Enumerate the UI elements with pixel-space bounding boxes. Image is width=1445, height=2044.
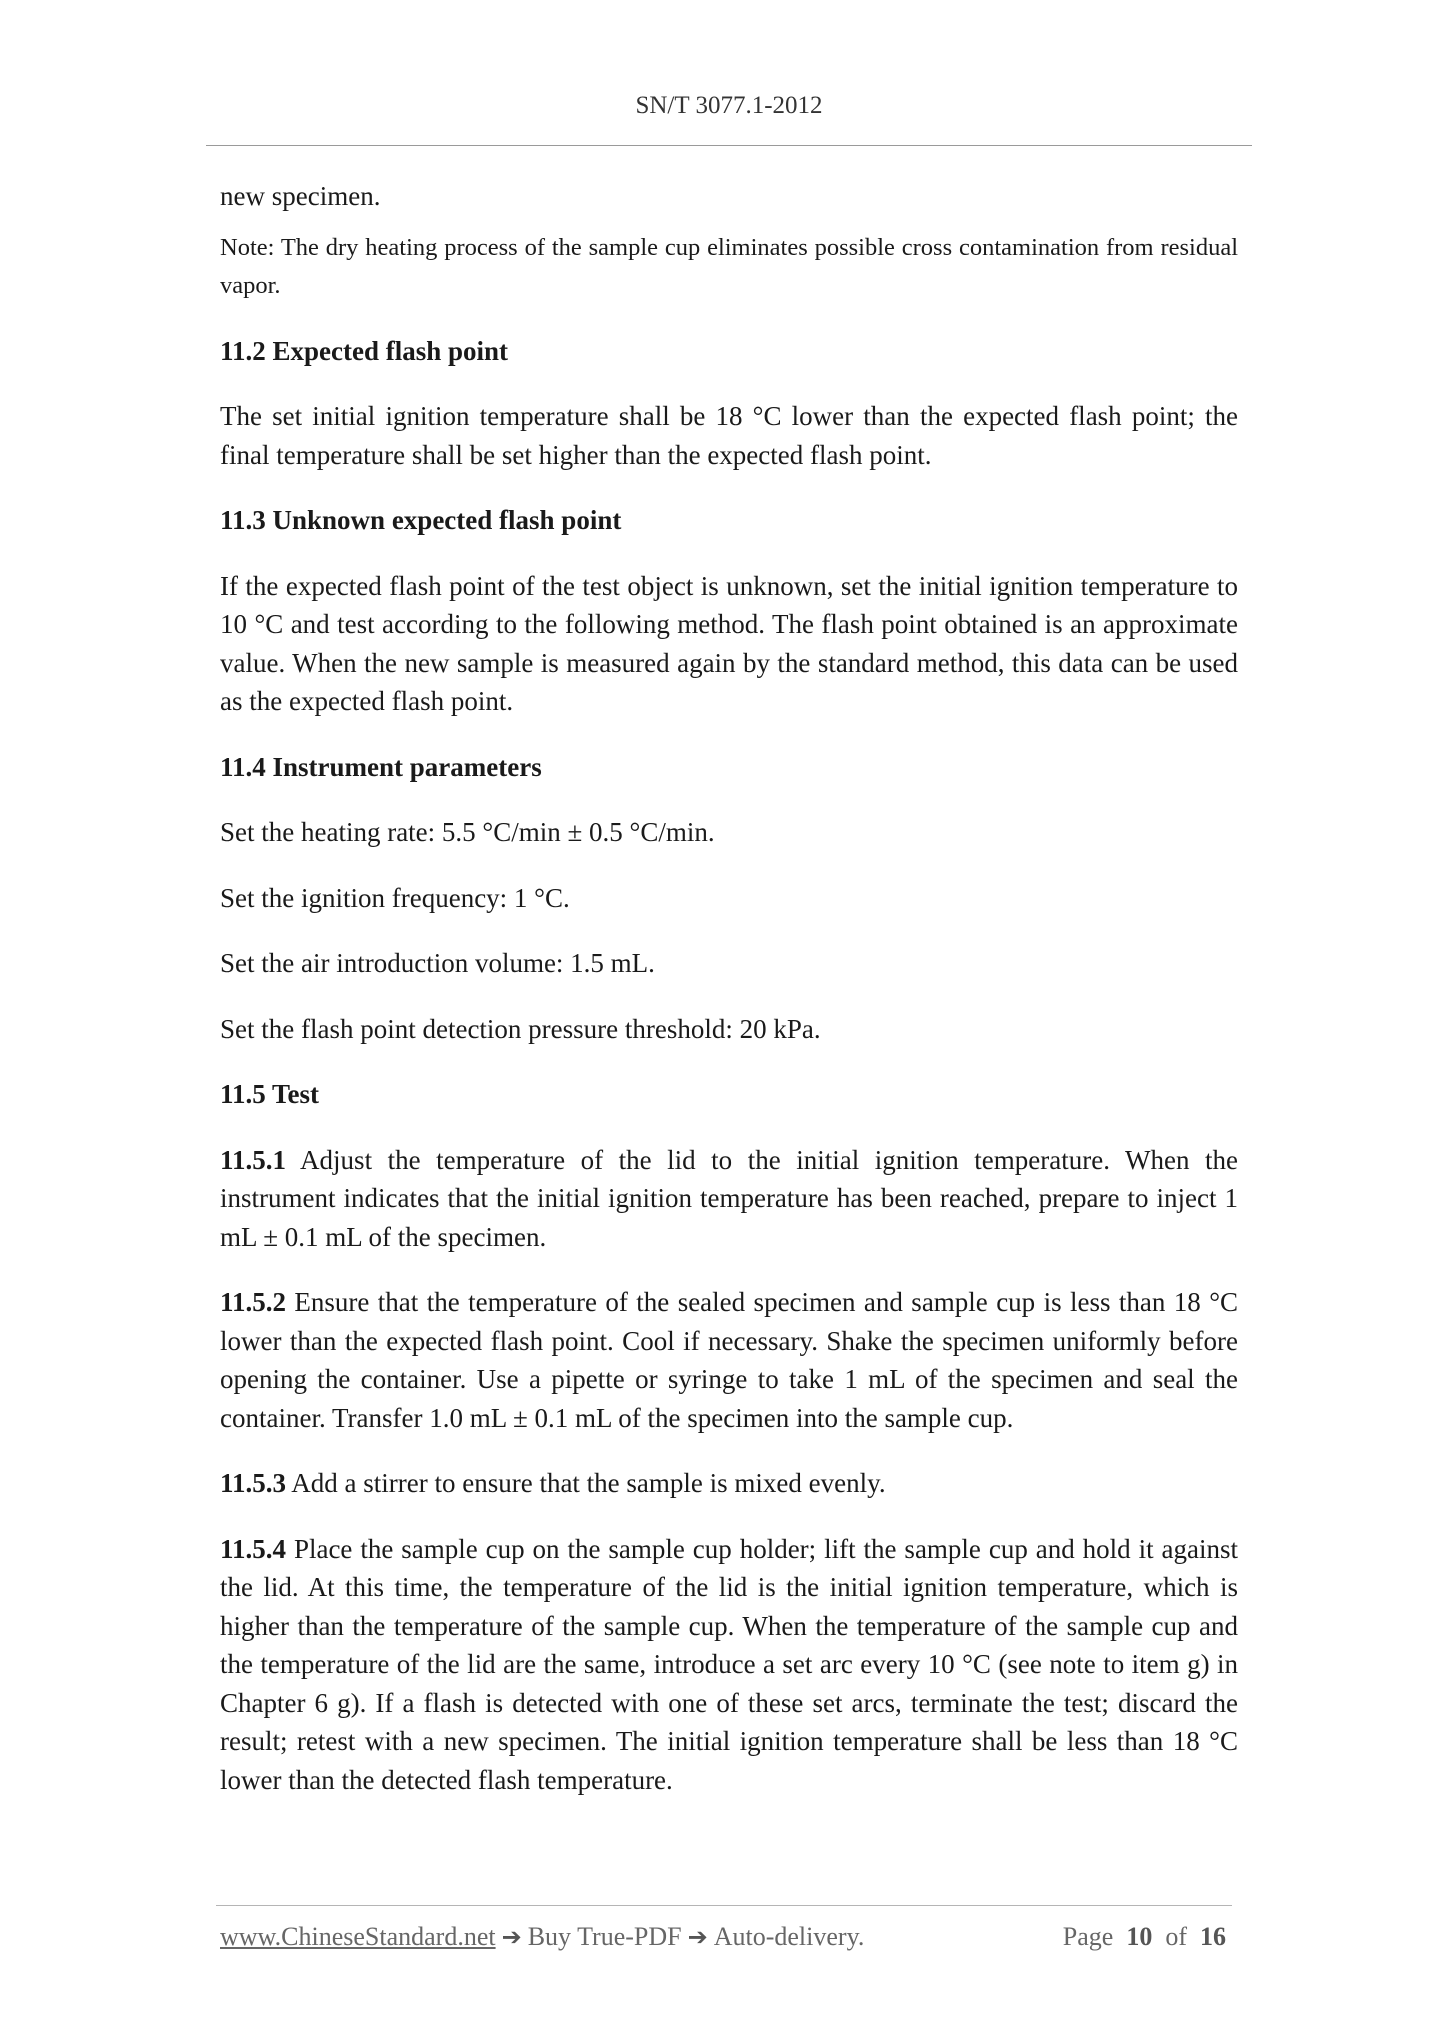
of-label: of [1165,1922,1187,1951]
paragraph-11-5-2 [220,1283,1238,1437]
paragraph-11-3: If the expected flash point of the test object is unknown, set the initial ignition temperature to 10 °C and test according to the following method. The flash point obtained is an approximate value. When the new sample is measured again by the standard method, this data can be used as the expected flash point. [220,570,1238,716]
clause-text: Ensure that the temperature of the sealed specimen and sample cup is less than 18 °C lower than the expected flash point. Cool if necessary. Shake the specimen uniformly before opening the container. Use a pipette or syringe to take 1 mL of the specimen and seal the container. Transfer 1.0 mL ± 0.1 mL of the specimen into the sample cup. [220,1287,1238,1433]
arrow-right-icon: ➔ [687,1923,708,1951]
total-pages: 16 [1200,1922,1226,1951]
heading-11-3: 11.3 Unknown expected flash point [220,505,622,535]
header-divider [206,145,1252,146]
heading-11-4: 11.4 Instrument parameters [220,751,542,782]
param-heating-rate: Set the heating rate: 5.5 °C/min ± 0.5 °C/min. [220,817,715,847]
param-ignition-frequency: Set the ignition frequency: 1 °C. [220,882,570,913]
clause-text: Adjust the temperature of the lid to the initial ignition temperature. When the instrument indicates that the initial ignition temperature has been reached, prepare to inject 1 mL ± 0.1 mL of the specimen. [220,1144,1238,1252]
footer-links [220,1922,864,1952]
clause-number: 11.5.3 [220,1468,287,1498]
paragraph-11-2: The set initial ignition temperature shall be 18 °C lower than the expected flash point; the final temperature shall be set higher than the expected flash point. [220,401,1238,470]
param-pressure-threshold: Set the flash point detection pressure threshold: 20 kPa. [220,1013,821,1044]
current-page: 10 [1126,1922,1153,1951]
heading-11-5: 11.5 Test [220,1079,320,1109]
clause-number: 11.5.2 [220,1287,287,1317]
note-paragraph: Note: The dry heating process of the sample cup eliminates possible cross contamination from residual vapor. [220,233,1238,299]
page-body [220,170,1238,1799]
delivery-text: Auto-delivery. [713,1922,865,1951]
paragraph-11-5-4 [220,1530,1238,1800]
buy-text: Buy True-PDF [527,1922,682,1951]
continued-paragraph: new specimen. [220,181,381,211]
clause-number: 11.5.4 [220,1533,287,1564]
paragraph-11-5-3 [220,1464,1238,1503]
document-id-header: SN/T 3077.1-2012 [635,92,823,119]
page-footer [220,1922,1232,1952]
page-label: Page [1062,1922,1114,1951]
heading-11-2: 11.2 Expected flash point [220,335,509,366]
clause-text: Place the sample cup on the sample cup holder; lift the sample cup and hold it against the lid. At this time, the temperature of the lid is the initial ignition temperature, which is higher than the temperature of the sample cup. When the temperature of the sample cup and the temperature of the lid are the same, introduce a set arc every 10 °C (see note to item g) in Chapter 6 g). If a flash is detected with one of these set arcs, terminate the test; discard the result; retest with a new specimen. The initial ignition temperature shall be less than 18 °C lower than the detected flash temperature. [220,1533,1238,1795]
param-air-volume: Set the air introduction volume: 1.5 mL. [220,948,655,978]
footer-divider [216,1905,1232,1906]
arrow-right-icon: ➔ [501,1923,522,1951]
site-link[interactable]: www.ChineseStandard.net [220,1922,496,1951]
clause-text: Add a stirrer to ensure that the sample is mixed evenly. [286,1468,886,1498]
paragraph-11-5-1 [220,1141,1238,1257]
clause-number: 11.5.1 [220,1144,287,1175]
page-number [1063,1922,1226,1952]
